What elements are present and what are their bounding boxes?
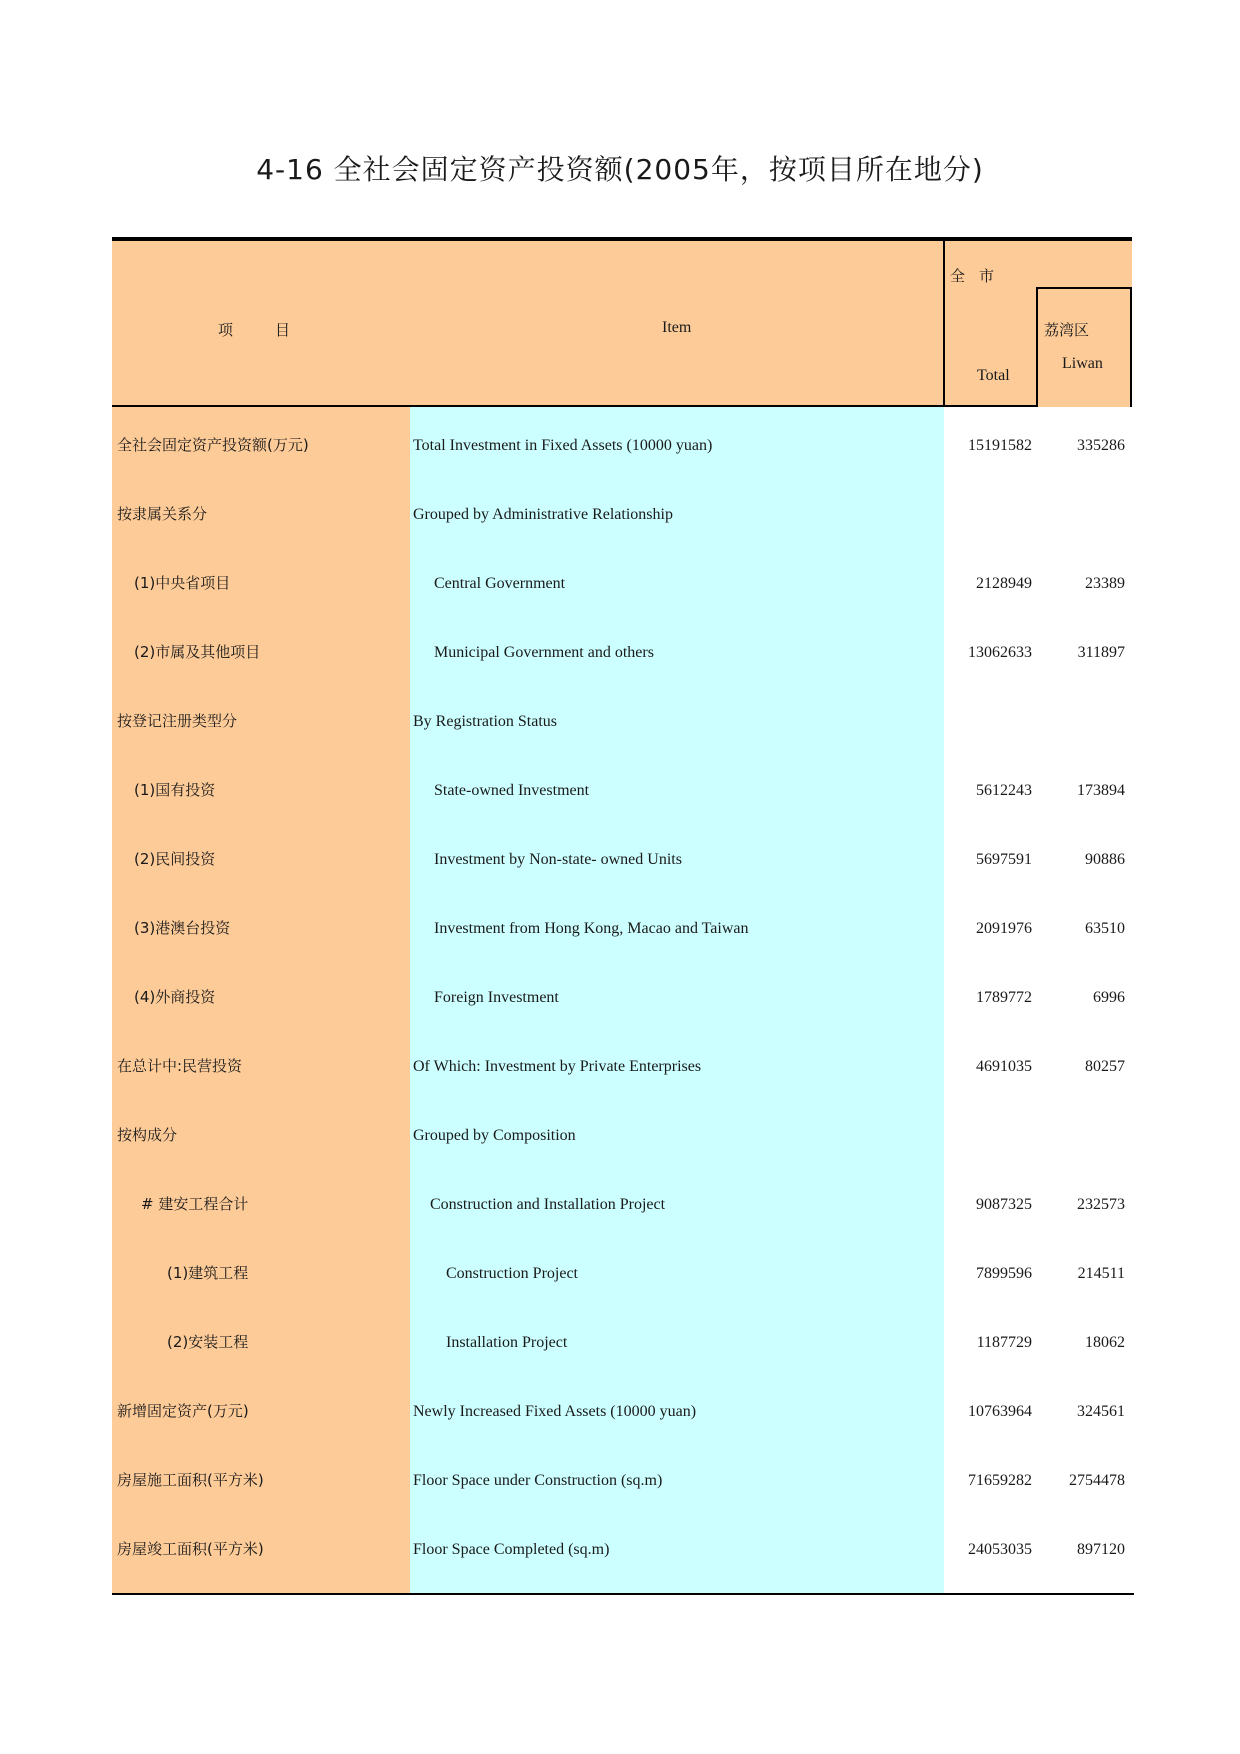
header-liwan-cell — [1036, 287, 1132, 407]
row-label-cn: 房屋施工面积(平方米) — [117, 1471, 264, 1489]
total-value: 5612243 — [976, 782, 1032, 799]
investment-table — [112, 237, 1132, 1597]
header-total-en: Total — [977, 367, 1010, 384]
table-row — [112, 618, 1132, 687]
table-row — [112, 1515, 1132, 1584]
page-title: 4-16 全社会固定资产投资额(2005年，按项目所在地分) — [256, 153, 984, 186]
liwan-value: 18062 — [1085, 1334, 1125, 1351]
table-bottom-rule — [112, 1593, 1134, 1595]
table-row — [112, 1239, 1132, 1308]
table-row — [112, 1377, 1132, 1446]
row-label-cn: (2)民间投资 — [134, 850, 216, 868]
row-label-en: Investment by Non-state- owned Units — [434, 851, 682, 868]
liwan-value: 232573 — [1077, 1196, 1125, 1213]
row-label-cn: (1)建筑工程 — [167, 1264, 249, 1282]
liwan-value — [1038, 480, 1125, 549]
header-item-en: Item — [662, 319, 692, 336]
total-value: 7899596 — [976, 1265, 1032, 1282]
liwan-value: 6996 — [1093, 989, 1125, 1006]
table-header — [112, 241, 1132, 407]
row-label-en: Central Government — [434, 575, 566, 592]
row-label-en: Investment from Hong Kong, Macao and Taiwan — [434, 920, 749, 937]
liwan-value — [1038, 687, 1125, 756]
row-label-en: Construction and Installation Project — [430, 1196, 666, 1213]
liwan-value: 897120 — [1077, 1541, 1125, 1558]
total-value: 15191582 — [968, 437, 1032, 454]
total-value: 71659282 — [968, 1472, 1032, 1489]
header-liwan-cn: 荔湾区 — [1044, 321, 1090, 339]
liwan-value: 324561 — [1077, 1403, 1125, 1420]
row-label-en: Grouped by Composition — [413, 1127, 576, 1144]
total-value: 2128949 — [976, 575, 1032, 592]
row-label-cn: (1)中央省项目 — [134, 574, 231, 592]
row-label-en: Installation Project — [446, 1334, 568, 1351]
row-label-en: Of Which: Investment by Private Enterprises — [413, 1058, 702, 1075]
liwan-value: 2754478 — [1069, 1472, 1125, 1489]
row-label-en: Total Investment in Fixed Assets (10000 yuan) — [413, 437, 713, 454]
row-label-cn: (3)港澳台投资 — [134, 919, 231, 937]
row-label-en: Floor Space under Construction (sq.m) — [413, 1472, 663, 1489]
row-label-cn: 房屋竣工面积(平方米) — [117, 1540, 264, 1558]
liwan-value: 80257 — [1085, 1058, 1125, 1075]
row-label-cn: (2)市属及其他项目 — [134, 643, 261, 661]
table-row — [112, 480, 1132, 549]
header-item-cn: 项目 — [218, 321, 333, 339]
row-label-en: Construction Project — [446, 1265, 578, 1282]
row-label-en: Municipal Government and others — [434, 644, 654, 661]
row-label-cn: 全社会固定资产投资额(万元) — [117, 436, 309, 454]
total-value: 2091976 — [976, 920, 1032, 937]
liwan-value: 90886 — [1085, 851, 1125, 868]
total-value: 5697591 — [976, 851, 1032, 868]
table-row — [112, 549, 1132, 618]
table-row — [112, 825, 1132, 894]
liwan-value: 335286 — [1077, 437, 1125, 454]
total-value — [944, 1101, 1032, 1170]
total-value: 24053035 — [968, 1541, 1032, 1558]
row-label-en: Newly Increased Fixed Assets (10000 yuan) — [413, 1403, 697, 1420]
table-row — [112, 1032, 1132, 1101]
row-label-cn: 在总计中:民营投资 — [117, 1057, 243, 1075]
row-label-cn: 按登记注册类型分 — [117, 712, 238, 730]
liwan-value: 311897 — [1077, 644, 1125, 661]
table-row — [112, 894, 1132, 963]
row-label-cn: 按隶属关系分 — [117, 505, 208, 523]
total-value — [944, 687, 1032, 756]
table-row — [112, 687, 1132, 756]
total-value — [944, 480, 1032, 549]
total-value: 9087325 — [976, 1196, 1032, 1213]
row-label-en: Grouped by Administrative Relationship — [413, 506, 673, 523]
liwan-value — [1038, 1101, 1125, 1170]
row-label-cn: (1)国有投资 — [134, 781, 216, 799]
row-label-en: Foreign Investment — [434, 989, 559, 1006]
total-value: 1789772 — [976, 989, 1032, 1006]
liwan-value: 23389 — [1085, 575, 1125, 592]
header-liwan-en: Liwan — [1062, 355, 1103, 372]
total-value: 13062633 — [968, 644, 1032, 661]
liwan-value: 173894 — [1077, 782, 1125, 799]
table-row — [112, 411, 1132, 480]
row-label-en: State-owned Investment — [434, 782, 590, 799]
row-label-cn: 新增固定资产(万元) — [117, 1402, 249, 1420]
header-city-cn: 全市 — [950, 267, 1009, 285]
table-body — [112, 407, 1132, 1593]
table-row — [112, 756, 1132, 825]
table-row — [112, 1101, 1132, 1170]
row-label-cn: 按构成分 — [117, 1126, 178, 1144]
header-divider — [943, 241, 945, 405]
total-value: 4691035 — [976, 1058, 1032, 1075]
total-value: 1187729 — [976, 1334, 1032, 1351]
row-label-en: Floor Space Completed (sq.m) — [413, 1541, 610, 1558]
liwan-value: 63510 — [1085, 920, 1125, 937]
table-row — [112, 1308, 1132, 1377]
table-row — [112, 1446, 1132, 1515]
row-label-cn: (2)安装工程 — [167, 1333, 249, 1351]
table-row — [112, 963, 1132, 1032]
row-label-cn: # 建安工程合计 — [141, 1195, 249, 1213]
liwan-value: 214511 — [1077, 1265, 1125, 1282]
row-label-cn: (4)外商投资 — [134, 988, 216, 1006]
table-row — [112, 1170, 1132, 1239]
total-value: 10763964 — [968, 1403, 1032, 1420]
row-label-en: By Registration Status — [413, 713, 557, 730]
